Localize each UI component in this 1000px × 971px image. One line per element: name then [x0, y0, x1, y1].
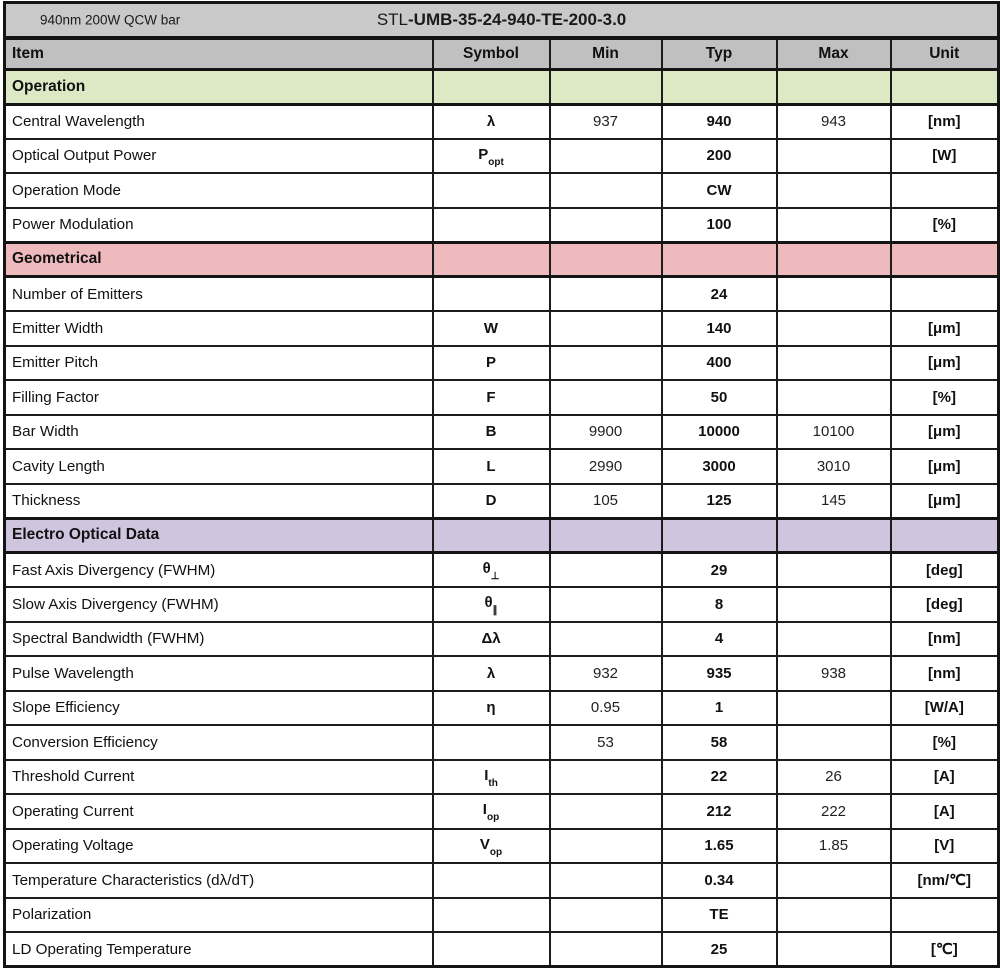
- unit-cell: [nm]: [891, 622, 999, 657]
- spec-row: [5, 173, 999, 208]
- item-cell: Operation Mode: [5, 173, 433, 208]
- model-prefix: STL: [376, 10, 408, 29]
- unit-cell: [℃]: [891, 932, 999, 967]
- min-cell: [550, 311, 662, 346]
- title-row: [5, 3, 999, 39]
- max-cell: [777, 208, 891, 243]
- unit-cell: [μm]: [891, 484, 999, 519]
- symbol-subscript: opt: [488, 156, 504, 168]
- symbol-cell: [433, 173, 550, 208]
- max-cell: 222: [777, 794, 891, 829]
- item-cell: Emitter Pitch: [5, 346, 433, 381]
- symbol-cell: [433, 725, 550, 760]
- typ-cell: 200: [662, 139, 777, 174]
- typ-cell: 29: [662, 553, 777, 588]
- unit-cell: [μm]: [891, 311, 999, 346]
- spec-row: [5, 794, 999, 829]
- typ-cell: 400: [662, 346, 777, 381]
- symbol-cell: W: [433, 311, 550, 346]
- section-cell: [433, 70, 550, 105]
- max-cell: [777, 587, 891, 622]
- min-cell: [550, 829, 662, 864]
- item-cell: Spectral Bandwidth (FWHM): [5, 622, 433, 657]
- item-cell: LD Operating Temperature: [5, 932, 433, 967]
- item-cell: Pulse Wavelength: [5, 656, 433, 691]
- column-header-min: Min: [550, 38, 662, 70]
- section-label: Electro Optical Data: [5, 518, 433, 553]
- item-cell: Threshold Current: [5, 760, 433, 795]
- item-cell: Slow Axis Divergency (FWHM): [5, 587, 433, 622]
- symbol-cell: F: [433, 380, 550, 415]
- typ-cell: 50: [662, 380, 777, 415]
- section-cell: [777, 242, 891, 277]
- symbol-cell: B: [433, 415, 550, 450]
- symbol-cell: D: [433, 484, 550, 519]
- item-cell: Bar Width: [5, 415, 433, 450]
- typ-cell: 0.34: [662, 863, 777, 898]
- max-cell: [777, 139, 891, 174]
- section-cell: [550, 70, 662, 105]
- item-cell: Temperature Characteristics (dλ/dT): [5, 863, 433, 898]
- min-cell: [550, 277, 662, 312]
- product-short-label: 940nm 200W QCW bar: [40, 12, 181, 28]
- item-cell: Conversion Efficiency: [5, 725, 433, 760]
- unit-cell: [deg]: [891, 553, 999, 588]
- section-label: Operation: [5, 70, 433, 105]
- item-cell: Number of Emitters: [5, 277, 433, 312]
- symbol-subscript: op: [489, 846, 503, 858]
- max-cell: 145: [777, 484, 891, 519]
- symbol-cell: $P_{opt}$: [433, 139, 550, 174]
- unit-cell: [W]: [891, 139, 999, 174]
- min-cell: [550, 553, 662, 588]
- min-cell: 0.95: [550, 691, 662, 726]
- section-label: Geometrical: [5, 242, 433, 277]
- min-cell: [550, 932, 662, 967]
- section-cell: [891, 70, 999, 105]
- min-cell: 932: [550, 656, 662, 691]
- min-cell: [550, 898, 662, 933]
- min-cell: 2990: [550, 449, 662, 484]
- symbol-cell: λ: [433, 104, 550, 139]
- symbol-cell: P: [433, 346, 550, 381]
- min-cell: [550, 587, 662, 622]
- item-cell: Cavity Length: [5, 449, 433, 484]
- section-cell: [891, 242, 999, 277]
- symbol-cell: $\theta_\parallel$: [433, 587, 550, 622]
- typ-cell: 940: [662, 104, 777, 139]
- section-row: [5, 70, 999, 105]
- unit-cell: [W/A]: [891, 691, 999, 726]
- spec-row: [5, 346, 999, 381]
- title-cell: [5, 3, 999, 39]
- max-cell: [777, 277, 891, 312]
- section-cell: [662, 70, 777, 105]
- symbol-subscript: op: [486, 812, 500, 824]
- max-cell: 943: [777, 104, 891, 139]
- spec-row: [5, 932, 999, 967]
- spec-row: [5, 104, 999, 139]
- typ-cell: 8: [662, 587, 777, 622]
- unit-cell: [μm]: [891, 415, 999, 450]
- max-cell: [777, 863, 891, 898]
- section-cell: [891, 518, 999, 553]
- max-cell: 26: [777, 760, 891, 795]
- symbol-cell: $V_{op}$: [433, 829, 550, 864]
- item-cell: Power Modulation: [5, 208, 433, 243]
- typ-cell: 1: [662, 691, 777, 726]
- min-cell: [550, 208, 662, 243]
- spec-row: [5, 622, 999, 657]
- section-cell: [777, 518, 891, 553]
- symbol-cell: λ: [433, 656, 550, 691]
- min-cell: [550, 380, 662, 415]
- unit-cell: [891, 898, 999, 933]
- spec-row: [5, 898, 999, 933]
- symbol-cell: $\theta_\perp$: [433, 553, 550, 588]
- max-cell: [777, 691, 891, 726]
- symbol-cell: Δλ: [433, 622, 550, 657]
- datasheet: [3, 1, 997, 968]
- item-cell: Emitter Width: [5, 311, 433, 346]
- max-cell: 10100: [777, 415, 891, 450]
- spec-row: [5, 656, 999, 691]
- typ-cell: 4: [662, 622, 777, 657]
- max-cell: [777, 380, 891, 415]
- item-cell: Filling Factor: [5, 380, 433, 415]
- min-cell: 105: [550, 484, 662, 519]
- column-header-symbol: Symbol: [433, 38, 550, 70]
- spec-row: [5, 208, 999, 243]
- typ-cell: 25: [662, 932, 777, 967]
- typ-cell: 3000: [662, 449, 777, 484]
- section-cell: [662, 242, 777, 277]
- symbol-subscript: ∥: [492, 605, 498, 617]
- spec-row: [5, 484, 999, 519]
- section-row: [5, 518, 999, 553]
- max-cell: [777, 346, 891, 381]
- spec-row: [5, 829, 999, 864]
- unit-cell: [%]: [891, 725, 999, 760]
- unit-cell: [nm]: [891, 656, 999, 691]
- section-cell: [662, 518, 777, 553]
- model-number: [377, 10, 626, 30]
- item-cell: Fast Axis Divergency (FWHM): [5, 553, 433, 588]
- symbol-cell: [433, 277, 550, 312]
- spec-row: [5, 415, 999, 450]
- typ-cell: TE: [662, 898, 777, 933]
- max-cell: [777, 553, 891, 588]
- spec-row: [5, 553, 999, 588]
- symbol-cell: η: [433, 691, 550, 726]
- spec-row: [5, 380, 999, 415]
- typ-cell: 100: [662, 208, 777, 243]
- unit-cell: [V]: [891, 829, 999, 864]
- symbol-cell: $I_{op}$: [433, 794, 550, 829]
- spec-row: [5, 449, 999, 484]
- section-cell: [550, 242, 662, 277]
- spec-row: [5, 725, 999, 760]
- min-cell: [550, 346, 662, 381]
- symbol-subscript: ⊥: [490, 571, 500, 582]
- typ-cell: 10000: [662, 415, 777, 450]
- column-header-max: Max: [777, 38, 891, 70]
- section-cell: [433, 518, 550, 553]
- spec-rows: [5, 70, 999, 967]
- typ-cell: 1.65: [662, 829, 777, 864]
- typ-cell: 58: [662, 725, 777, 760]
- typ-cell: 212: [662, 794, 777, 829]
- max-cell: 938: [777, 656, 891, 691]
- item-cell: Operating Voltage: [5, 829, 433, 864]
- symbol-cell: L: [433, 449, 550, 484]
- max-cell: [777, 725, 891, 760]
- spec-row: [5, 311, 999, 346]
- symbol-cell: [433, 863, 550, 898]
- section-row: [5, 242, 999, 277]
- symbol-cell: [433, 208, 550, 243]
- unit-cell: [nm]: [891, 104, 999, 139]
- typ-cell: 935: [662, 656, 777, 691]
- min-cell: [550, 622, 662, 657]
- typ-cell: 22: [662, 760, 777, 795]
- unit-cell: [A]: [891, 794, 999, 829]
- max-cell: 1.85: [777, 829, 891, 864]
- section-cell: [433, 242, 550, 277]
- item-cell: Central Wavelength: [5, 104, 433, 139]
- unit-cell: [891, 173, 999, 208]
- max-cell: [777, 311, 891, 346]
- spec-row: [5, 760, 999, 795]
- spec-row: [5, 277, 999, 312]
- item-cell: Polarization: [5, 898, 433, 933]
- typ-cell: 24: [662, 277, 777, 312]
- unit-cell: [μm]: [891, 346, 999, 381]
- max-cell: [777, 898, 891, 933]
- unit-cell: [deg]: [891, 587, 999, 622]
- column-header-item: Item: [5, 38, 433, 70]
- section-cell: [777, 70, 891, 105]
- model-suffix: -UMB-35-24-940-TE-200-3.0: [408, 10, 627, 29]
- min-cell: [550, 863, 662, 898]
- spec-row: [5, 587, 999, 622]
- column-header-unit: Unit: [891, 38, 999, 70]
- max-cell: [777, 932, 891, 967]
- unit-cell: [891, 277, 999, 312]
- typ-cell: 125: [662, 484, 777, 519]
- min-cell: 9900: [550, 415, 662, 450]
- unit-cell: [A]: [891, 760, 999, 795]
- symbol-cell: [433, 898, 550, 933]
- symbol-cell: [433, 932, 550, 967]
- item-cell: Optical Output Power: [5, 139, 433, 174]
- max-cell: 3010: [777, 449, 891, 484]
- column-header-typ: Typ: [662, 38, 777, 70]
- item-cell: Slope Efficiency: [5, 691, 433, 726]
- spec-row: [5, 691, 999, 726]
- spec-row: [5, 863, 999, 898]
- min-cell: 937: [550, 104, 662, 139]
- section-cell: [550, 518, 662, 553]
- min-cell: [550, 794, 662, 829]
- symbol-subscript: th: [488, 777, 498, 789]
- unit-cell: [%]: [891, 380, 999, 415]
- typ-cell: 140: [662, 311, 777, 346]
- unit-cell: [μm]: [891, 449, 999, 484]
- min-cell: 53: [550, 725, 662, 760]
- item-cell: Thickness: [5, 484, 433, 519]
- min-cell: [550, 760, 662, 795]
- item-cell: Operating Current: [5, 794, 433, 829]
- min-cell: [550, 173, 662, 208]
- column-header-row: [5, 38, 999, 70]
- symbol-cell: $I_{th}$: [433, 760, 550, 795]
- typ-cell: CW: [662, 173, 777, 208]
- max-cell: [777, 622, 891, 657]
- unit-cell: [nm/℃]: [891, 863, 999, 898]
- spec-row: [5, 139, 999, 174]
- min-cell: [550, 139, 662, 174]
- max-cell: [777, 173, 891, 208]
- unit-cell: [%]: [891, 208, 999, 243]
- spec-table: [3, 1, 1000, 968]
